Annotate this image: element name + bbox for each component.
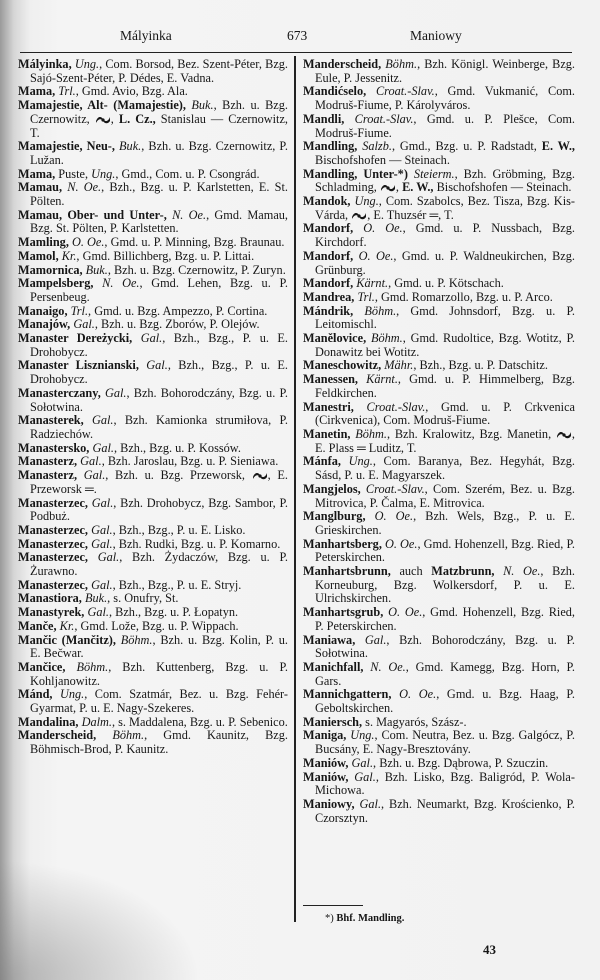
entry-region: N. Oe.	[67, 180, 102, 195]
gazetteer-entry	[18, 99, 288, 140]
entry-region: O. Oe.	[388, 605, 423, 620]
gazetteer-entry	[18, 469, 288, 496]
entry-region: Croat.-Slav.	[354, 111, 414, 126]
entry-text: , Bzh. Jaroslau, Bzg. u. P. Sieniawa.	[101, 454, 279, 469]
entry-region: Gal.	[354, 769, 376, 784]
right-column	[303, 58, 575, 825]
entry-text: , Bzh. Lisko, Bzg. Baligród, P. Wola-Michowa.	[315, 769, 575, 798]
entry-region: Trl.	[70, 303, 89, 318]
entry-headword: Maniowy,	[303, 796, 360, 811]
scan-shadow	[0, 860, 200, 980]
entry-headword: Mama,	[18, 166, 59, 181]
entry-headword: Manaster Lisznianski,	[18, 358, 147, 373]
gazetteer-entry	[18, 318, 288, 332]
entry-text: , Gmd. u. P. Minning, Bzg. Braunau.	[104, 235, 285, 250]
entry-text: , Bzh. u. Bzg. Dąbrowa, P. Szuczin.	[373, 755, 549, 770]
entry-headword: Manichfall,	[303, 659, 371, 674]
entry-text: ,	[395, 180, 403, 195]
gazetteer-entry	[18, 729, 288, 756]
entry-region: Böhm.	[385, 57, 418, 71]
gazetteer-entry	[18, 579, 288, 593]
entry-region: Buk.	[191, 98, 214, 113]
gazetteer-entry	[303, 373, 575, 400]
entry-region: Kr.	[59, 618, 75, 633]
entry-text: , Bzh., Bzg. u. P. Kossów.	[114, 440, 241, 455]
post-horn-icon	[95, 114, 111, 123]
entry-text: , Bzh., Bzg. u. P. Karlstetten, E. St. Pölten.	[30, 180, 288, 209]
entry-text: Puste,	[58, 166, 92, 181]
entry-text: , Gmd. Lehen, Bzg. u. P. Persenbeug.	[30, 276, 288, 304]
entry-region: N. Oe.	[370, 659, 406, 674]
running-header	[20, 22, 572, 53]
gazetteer-entry	[303, 688, 575, 715]
entry-headword: Mandorf,	[303, 221, 364, 236]
entry-text: , Bzh., Bzg. u. P. Datschitz.	[413, 358, 548, 373]
post-horn-icon	[351, 210, 367, 219]
gazetteer-entry	[303, 483, 575, 510]
gazetteer-entry	[18, 359, 288, 386]
entry-region: Dalm.	[81, 714, 112, 729]
footnote-marker: *)	[325, 913, 337, 924]
entry-headword: Mándrik,	[303, 303, 365, 318]
entry-text: , Bzh. Rudki, Bzg. u. P. Komarno.	[112, 536, 281, 551]
entry-text: , Gmd. Lože, Bzg. u. P. Wippach.	[74, 618, 239, 633]
entry-region: Gal.	[73, 317, 95, 332]
entry-headword: Manetin,	[303, 426, 356, 441]
gazetteer-entry	[18, 58, 288, 85]
left-column	[18, 58, 288, 757]
entry-region: O. Oe.	[358, 248, 394, 263]
entry-region: Gal.	[91, 413, 114, 428]
entry-text: , E. Plass ═ Luditz, T.	[315, 426, 575, 455]
entry-headword: Mandling, Unter-*)	[303, 166, 414, 181]
entry-region: Gal.	[359, 796, 382, 811]
gazetteer-entry	[18, 634, 288, 661]
gazetteer-entry	[18, 455, 288, 469]
entry-text: , Bzh., Bzg., P. u. E. Lisko.	[112, 522, 246, 537]
entry-text: , Gmd. u. P. Plešce, Com. Modruš-Fiume.	[315, 111, 575, 140]
entry-text: , Gmd. Kaunitz, Bzg. Böhmisch-Brod, P. Kaunitz.	[30, 728, 288, 757]
gazetteer-entry	[18, 181, 288, 208]
gazetteer-entry	[18, 716, 288, 730]
column-divider	[294, 56, 296, 922]
entry-region: Kärnt.	[366, 372, 398, 387]
gazetteer-entry	[303, 606, 575, 633]
footnote	[325, 913, 404, 924]
gazetteer-entry	[18, 250, 288, 264]
gazetteer-entry	[303, 222, 575, 249]
entry-region: Trl.	[357, 289, 375, 304]
entry-text: , Bzh. u. Bzg. Czernowitz, P. Lužan.	[30, 139, 288, 167]
entry-text: , Bzh. Neumarkt, Bzg. Krościenko, P. Czorsztyn.	[315, 796, 575, 825]
entry-text: , Gmd. u. P. Crkvenica (Cirkvenica), Com. Modruš-Fiume.	[315, 399, 575, 428]
entry-region: Gal.	[146, 358, 168, 373]
gazetteer-entry	[303, 798, 575, 825]
entry-region: Trl.	[58, 84, 76, 99]
entry-region: Mähr.	[384, 358, 414, 373]
entry-region: Buk.	[119, 139, 142, 154]
entry-text: , Bzh. u. Bzg. Zborów, P. Olejów.	[94, 317, 260, 332]
entry-headword: Manderscheid,	[303, 57, 386, 71]
gazetteer-entry	[18, 524, 288, 538]
entry-headword: Mannichgattern,	[303, 687, 400, 702]
entry-text: , Bzh. Żydaczów, Bzg. u. P. Żurawno.	[30, 550, 288, 579]
entry-headword: Manasterzec,	[18, 577, 92, 592]
entry-headword: Manasterz,	[18, 454, 81, 469]
entry-headword: Manglburg,	[303, 509, 375, 524]
entry-region: Ung.	[350, 728, 375, 743]
page-number: 673	[287, 28, 308, 43]
entry-headword: Mama,	[18, 84, 59, 99]
entry-headword: Mančic (Mančitz),	[18, 632, 121, 647]
gazetteer-entry	[18, 332, 288, 359]
entry-text: , Com. Szatmár, Bez. u. Bzg. Fehér-Gyarmat, P. u. E. Nagy-Szekeres.	[30, 687, 288, 716]
entry-headword: Mandok,	[303, 194, 355, 209]
entry-headword: Mandling,	[303, 139, 363, 154]
entry-region: Steierm.	[413, 166, 455, 181]
gazetteer-entry	[18, 387, 288, 414]
gazetteer-entry	[18, 168, 288, 182]
gazetteer-entry	[303, 332, 575, 359]
entry-headword: Manastiora,	[18, 591, 85, 606]
entry-headword: L. Cz.,	[118, 111, 156, 126]
entry-region: Kärnt.	[356, 276, 389, 291]
entry-text: , Bzh. Kuttenberg, Bzg. u. P. Kohljanowitz.	[30, 659, 288, 688]
entry-headword: Manaster Dereżycki,	[18, 331, 141, 346]
page-signature: 43	[483, 942, 496, 957]
entry-headword: Manhartsbrunn,	[303, 564, 400, 579]
post-horn-icon	[556, 429, 572, 438]
entry-region: Gal.	[80, 454, 102, 469]
entry-text: , Bzh. u. Bzg. Czernowitz,	[30, 98, 288, 126]
entry-headword: Manestri,	[303, 399, 367, 414]
entry-headword: Manderscheid,	[18, 728, 113, 743]
gazetteer-entry	[303, 661, 575, 688]
entry-text: Bischofshofen — Steinach.	[433, 180, 572, 195]
header-first-word: Mályinka	[120, 28, 172, 43]
entry-region: N. Oe.	[102, 276, 140, 291]
footnote-rule	[303, 905, 363, 906]
gazetteer-entry	[303, 510, 575, 537]
entry-text: , E. Przeworsk ═.	[30, 468, 288, 496]
entry-headword: Mályinka,	[18, 57, 75, 71]
entry-text: Bischofshofen — Steinach.	[315, 152, 450, 167]
entry-headword: E. W.,	[541, 139, 575, 154]
entry-text: , Bzh. Kamionka strumiłova, P. Radziechów.	[30, 413, 288, 441]
entry-text: , Gmd. u. P. Kötschach.	[388, 276, 504, 291]
entry-text: , Gmd. u. P. Nussbach, Bzg. Kirchdorf.	[315, 221, 575, 250]
entry-headword: Maniawa,	[303, 632, 365, 647]
gazetteer-entry	[18, 538, 288, 552]
entry-text: , Bzh. Drohobycz, Bzg. Sambor, P. Podbuż.	[30, 495, 288, 524]
gazetteer-entry	[303, 729, 575, 756]
entry-text: , Com. Neutra, Bez. u. Bzg. Galgócz, P. Bucsány, E. Nagy-Bresztovány.	[315, 728, 575, 757]
entry-headword: Maniów,	[303, 769, 355, 784]
entry-text: , Bzh. Kralowitz, Bzg. Manetin,	[387, 426, 556, 441]
gazetteer-entry	[18, 661, 288, 688]
gazetteer-entry	[18, 592, 288, 606]
gazetteer-entry	[303, 401, 575, 428]
entry-headword: Manče,	[18, 618, 60, 633]
gazetteer-entry	[303, 58, 575, 85]
entry-region: Böhm.	[355, 426, 387, 441]
entry-region: O. Oe.	[385, 536, 418, 551]
entry-headword: Manhartsberg,	[303, 536, 385, 551]
entry-text: , Gmd. Avio, Bzg. Ala.	[75, 84, 188, 99]
entry-headword: Mamling,	[18, 235, 72, 250]
entry-text: auch	[399, 564, 432, 579]
entry-headword: Mandorf,	[303, 276, 357, 291]
entry-region: O. Oe.	[374, 509, 414, 524]
entry-text: , Bzh. Königl. Weinberge, Bzg. Eule, P. Jessenitz.	[315, 57, 576, 85]
entry-headword: Maniersch,	[303, 714, 366, 729]
entry-region: Gal.	[91, 495, 114, 510]
entry-text: , Gmd. Rudoltice, Bzg. Wotitz, P. Donawitz bei Wotitz.	[315, 331, 575, 359]
gazetteer-entry	[303, 771, 575, 798]
entry-region: O. Oe.	[399, 687, 437, 702]
entry-region: Gal.	[92, 440, 114, 455]
entry-headword: Manasterzec,	[18, 536, 92, 551]
gazetteer-entry	[303, 428, 575, 455]
entry-region: Croat.-Slav.	[375, 84, 435, 99]
gazetteer-entry	[18, 551, 288, 578]
entry-region: N. Oe.	[503, 564, 541, 579]
entry-text: ,	[110, 111, 119, 126]
entry-headword: Mamau,	[18, 180, 68, 195]
gazetteer-entry	[18, 85, 288, 99]
entry-headword: Manasterzec,	[18, 495, 92, 510]
gazetteer-entry	[303, 277, 575, 291]
entry-headword: Mamau, Ober- und Unter-,	[18, 207, 173, 222]
entry-region: Gal.	[91, 536, 113, 551]
entry-headword: Manělovice,	[303, 331, 371, 346]
gazetteer-entry	[18, 620, 288, 634]
gazetteer-entry	[303, 113, 575, 140]
entry-region: Gal.	[364, 632, 387, 647]
entry-text: , Gmd. Mamau, Bzg. St. Pölten, P. Karlstetten.	[30, 207, 288, 236]
gazetteer-entry	[18, 442, 288, 456]
entry-text: , Gmd. Vukmanić, Com. Modruš-Fiume, P. Károlyváros.	[315, 84, 575, 113]
entry-text: , Gmd. Hohenzell, Bzg. Ried, P. Peterskirchen.	[315, 536, 575, 565]
entry-region: Böhm.	[112, 728, 145, 743]
entry-text: , Bzh., Bzg., P. u. E. Stryj.	[112, 577, 242, 592]
entry-text: , Bzh. Bohorodczány, Bzg. u. P. Sołotwina.	[315, 632, 576, 661]
gazetteer-entry	[18, 277, 288, 304]
entry-text: , Bzh. Gröbming, Bzg. Schladming,	[315, 166, 575, 195]
entry-text: , s. Maddalena, Bzg. u. P. Sebenico.	[111, 714, 288, 729]
entry-headword: Mandli,	[303, 111, 355, 126]
gazetteer-entry	[18, 140, 288, 167]
entry-text: , Gmd. Johnsdorf, Bzg. u. P. Leitomischl.	[315, 303, 575, 332]
entry-region: Böhm.	[364, 303, 397, 318]
gazetteer-entry	[18, 606, 288, 620]
entry-headword: Mánfa,	[303, 454, 349, 469]
gazetteer-entry	[18, 305, 288, 319]
entry-headword: Mánd,	[18, 687, 60, 702]
gazetteer-entry	[303, 455, 575, 482]
gazetteer-entry	[303, 140, 575, 167]
entry-text: , Gmd., Com. u. P. Csongrád.	[115, 166, 260, 181]
entry-headword: Maniga,	[303, 728, 351, 743]
entry-text: Stanislau — Czernowitz, T.	[30, 111, 288, 140]
gazetteer-entry	[18, 209, 288, 236]
entry-region: Gal.	[140, 331, 163, 346]
entry-region: Salzb.	[362, 139, 392, 154]
entry-headword: Mandrea,	[303, 289, 358, 304]
entry-region: Croat.-Slav.	[366, 399, 426, 414]
entry-headword: Mandićselo,	[303, 84, 376, 99]
header-last-word: Maniowy	[410, 28, 462, 43]
entry-region: Gal.	[97, 550, 120, 565]
entry-headword: Manaigo,	[18, 303, 71, 318]
gazetteer-entry	[18, 264, 288, 278]
entry-text: s. Magyarós, Szász-.	[365, 714, 467, 729]
entry-region: O. Oe.	[363, 221, 403, 236]
entry-text: , Gmd. Romarzollo, Bzg. u. P. Arco.	[374, 289, 553, 304]
gazetteer-entry	[303, 250, 575, 277]
entry-region: Böhm.	[370, 331, 403, 346]
entry-headword: Mangjelos,	[303, 481, 366, 496]
post-horn-icon	[380, 182, 396, 191]
entry-headword: Manajów,	[18, 317, 74, 332]
gazetteer-entry	[303, 291, 575, 305]
entry-text: , Bzh. u. Bzg. Kolin, P. u. E. Bečwar.	[30, 632, 288, 661]
entry-region: Böhm.	[76, 659, 109, 674]
entry-region: Gal.	[87, 605, 109, 620]
entry-headword: Manasterz,	[18, 468, 84, 483]
entry-region: O. Oe.	[71, 235, 105, 250]
entry-text: , Bzh. u. Bzg. Czernowitz, P. Zuryn.	[107, 262, 286, 277]
gazetteer-entry	[303, 565, 575, 606]
entry-headword: Maniów,	[303, 755, 352, 770]
entry-text: , Bzh. Wels, Bzg., P. u. E. Grieskirchen.	[315, 509, 575, 537]
entry-headword: Manhartsgrub,	[303, 605, 389, 620]
entry-region: N. Oe.	[172, 207, 207, 222]
gazetteer-entry	[18, 236, 288, 250]
entry-text: , Com. Szabolcs, Bez. Tisza, Bzg. Kis-Várda,	[315, 194, 575, 222]
gazetteer-entry	[303, 538, 575, 565]
entry-region: Buk.	[85, 262, 108, 277]
entry-text: , Gmd. Kamegg, Bzg. Horn, P. Gars.	[315, 659, 576, 688]
post-horn-icon	[252, 470, 268, 479]
gazetteer-entry	[303, 634, 575, 661]
gazetteer-entry	[303, 359, 575, 373]
entry-headword: Mamol,	[18, 248, 62, 263]
entry-text: , Bzh. Korneuburg, Bzg. Wolkersdorf, P. u. E. Ulrichskirchen.	[315, 564, 575, 606]
gazetteer-entry	[18, 688, 288, 715]
entry-text: , E. Thuzsér ═, T.	[367, 207, 454, 222]
entry-region: Gal.	[91, 577, 113, 592]
entry-text: , Gmd. u. Bzg. Ampezzo, P. Cortina.	[88, 303, 268, 318]
entry-headword: Mamajestie, Neu-,	[18, 139, 120, 154]
entry-text: , Gmd. Billichberg, Bzg. u. P. Littai.	[76, 248, 255, 263]
entry-headword: Manastersko,	[18, 440, 93, 455]
entry-region: Ung.	[74, 57, 100, 71]
entry-headword: Manasterzec,	[18, 550, 98, 565]
entry-headword: Manasterek,	[18, 413, 92, 428]
entry-region: Kr.	[61, 248, 77, 263]
entry-region: Croat.-Slav.	[365, 481, 425, 496]
entry-region: Gal.	[91, 522, 113, 537]
entry-headword: Mandorf,	[303, 248, 359, 263]
entry-headword: Manessen,	[303, 372, 367, 387]
entry-text: , Com. Baranya, Bez. Hegyhát, Bzg. Sásd, P. u. E. Magyarszek.	[315, 454, 575, 483]
entry-headword: Mamornica,	[18, 262, 86, 277]
entry-headword: Manasterzec,	[18, 522, 92, 537]
entry-text: , Com. Borsod, Bez. Szent-Péter, Bzg. Sajó-Szent-Péter, P. Dédes, E. Vadna.	[30, 57, 289, 85]
entry-region: Ung.	[348, 454, 373, 469]
gazetteer-entry	[303, 716, 575, 730]
gazetteer-entry	[303, 195, 575, 222]
entry-headword: Mamajestie, Alt- (Mamajestie),	[18, 98, 192, 113]
entry-text: , s. Onufry, St.	[107, 591, 179, 606]
entry-text: , Bzh. Bohorodczány, Bzg. u. P. Sołotwina.	[30, 385, 288, 414]
entry-text: , Gmd., Bzg. u. P. Radstadt,	[391, 139, 542, 154]
entry-region: Gal.	[83, 468, 106, 483]
entry-text: , Com. Szerém, Bez. u. Bzg. Mitrovica, P. Čalma, E. Mitrovica.	[315, 481, 575, 510]
gazetteer-entry	[303, 305, 575, 332]
entry-region: Gal.	[351, 755, 374, 770]
gazetteer-entry	[303, 85, 575, 112]
gazetteer-entry	[303, 168, 575, 195]
gazetteer-entry	[303, 757, 575, 771]
entry-headword: Manastyrek,	[18, 605, 88, 620]
entry-region: Ung.	[59, 687, 85, 702]
entry-region: Buk.	[84, 591, 108, 606]
entry-text: , Gmd. u. Bzg. Haag, P. Geboltskirchen.	[315, 687, 575, 716]
entry-headword: Mampelsberg,	[18, 276, 103, 291]
entry-text: , Bzh., Bzg., P. u. E. Drohobycz.	[30, 358, 289, 387]
entry-headword: Maneschowitz,	[303, 358, 385, 373]
entry-headword: Manasterczany,	[18, 385, 105, 400]
entry-text: , Bzh. u. Bzg. Przeworsk,	[105, 468, 252, 483]
entry-region: Böhm.	[120, 632, 153, 647]
entry-region: Ung.	[91, 166, 116, 181]
entry-headword: Mandalina,	[18, 714, 82, 729]
entry-text: , Gmd. u. P. Himmelberg, Bzg. Feldkirchen.	[315, 372, 575, 400]
entry-text: , Bzh., Bzg., P. u. E. Drohobycz.	[30, 331, 288, 359]
entry-text: , Bzh., Bzg. u. P. Łopatyn.	[108, 605, 239, 620]
entry-text: , Gmd. Hohenzell, Bzg. Ried, P. Peterskirchen.	[315, 605, 575, 633]
gazetteer-entry	[18, 497, 288, 524]
entry-headword: E. W.,	[402, 180, 434, 195]
entry-region: Gal.	[104, 385, 127, 400]
entry-text: , Gmd. u. P. Waldneukirchen, Bzg. Grünburg.	[315, 248, 575, 277]
footnote-text: Bhf. Mandling.	[336, 913, 405, 924]
gazetteer-entry	[18, 414, 288, 441]
entry-region: Ung.	[354, 194, 379, 209]
entry-headword: Mančice,	[18, 659, 77, 674]
entry-headword: Matzbrunn,	[431, 564, 504, 579]
